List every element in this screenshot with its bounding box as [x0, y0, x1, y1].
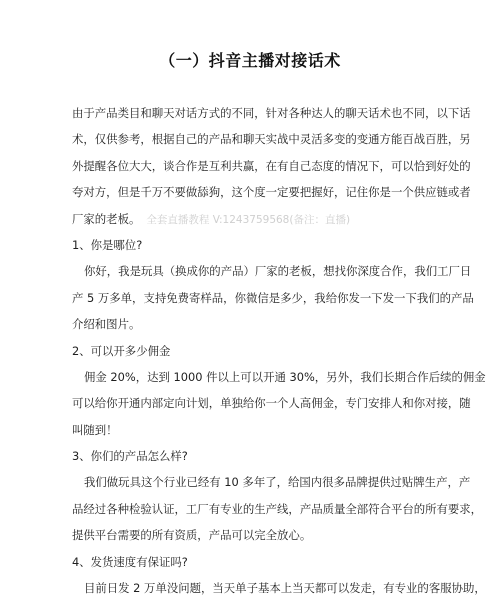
section-line: 目前日发 2 万单没问题，当天单子基本上当天都可以发走，有专业的客服协助，	[84, 581, 486, 596]
section-line: 介绍和图片。	[72, 317, 141, 332]
intro-closing-text: 厂家的老板。	[72, 211, 141, 226]
intro-line: 外提醒各位大大，谈合作是互利共赢，在有自己态度的情况下，可以恰到好处的	[72, 158, 471, 173]
watermark-text: 全套直播教程 V:1243759568(备注：直播)	[146, 213, 351, 226]
document-body	[72, 100, 486, 601]
section-line: 提供平台需要的所有资质，产品可以完全放心。	[72, 528, 312, 543]
intro-line-last	[72, 206, 442, 232]
section-heading: 4、发货速度有保证吗?	[72, 554, 188, 569]
document-title: （一）抖音主播对接话术	[159, 51, 341, 70]
section-heading: 2、可以开多少佣金	[72, 343, 171, 358]
section-line: 佣金 20%，达到 1000 件以上可以开通 30%，另外，我们长期合作后续的佣金	[84, 369, 486, 384]
section-line: 我们做玩具这个行业已经有 10 多年了，给国内很多品牌提供过贴牌生产，产	[84, 475, 471, 490]
section-line: 叫随到！	[72, 422, 118, 437]
intro-line: 术，仅供参考，根据自己的产品和聊天实战中灵活多变的变通方能百战百胜，另	[72, 132, 471, 147]
section-line: 品经过各种检验认证，工厂有专业的生产线，产品质量全部符合平台的所有要求，	[72, 501, 483, 516]
intro-line: 由于产品类目和聊天对话方式的不同，针对各种达人的聊天话术也不同，以下话	[72, 106, 471, 120]
section-line: 可以给你开通内部定向计划，单独给你一个人高佣金，专门安排人和你对接，随	[72, 396, 471, 411]
intro-line: 夸对方，但是千万不要做舔狗，这个度一定要把握好，记住你是一个供应链或者	[72, 185, 471, 200]
section-line: 产 5 万多单，支持免费寄样品，你微信是多少，我给你发一下发一下我们的产品	[72, 290, 474, 305]
section-heading: 3、你们的产品怎么样?	[72, 449, 188, 464]
section-line: 你好，我是玩具（换成你的产品）厂家的老板，想找你深度合作，我们工厂日	[84, 264, 472, 279]
section-heading: 1、你是哪位?	[72, 237, 143, 252]
